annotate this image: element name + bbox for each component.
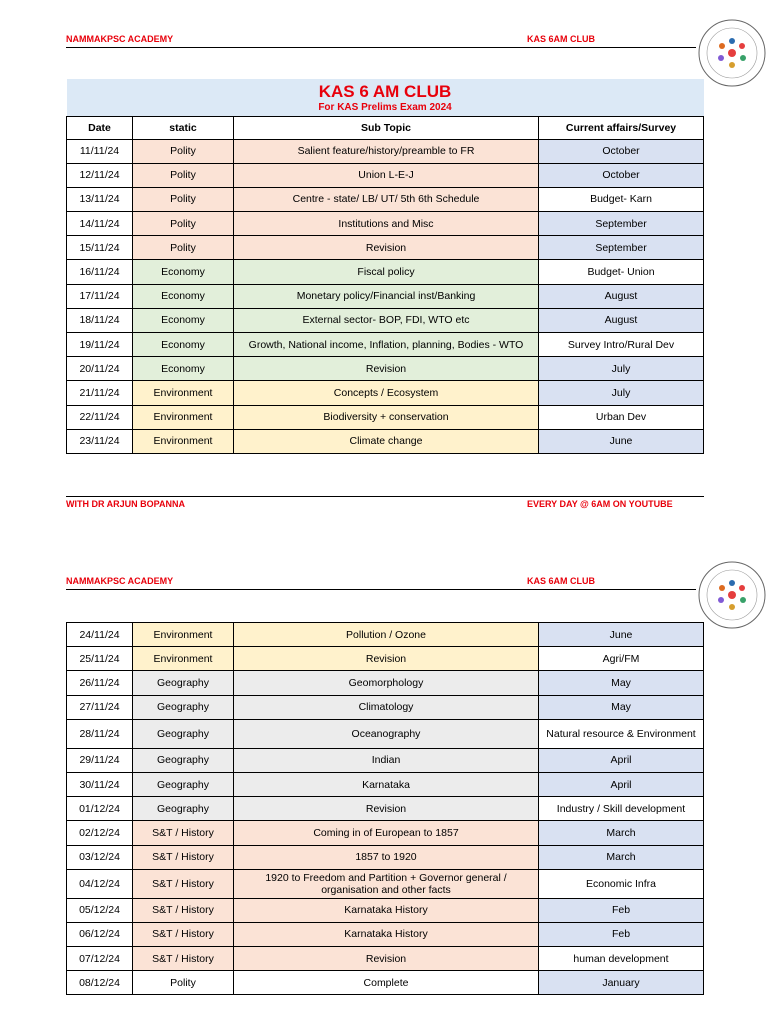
table-row bbox=[67, 748, 704, 772]
column-header-current-affairs: Current affairs/Survey bbox=[539, 116, 704, 139]
sub-topic-cell: Revision bbox=[234, 647, 539, 671]
sub-topic-cell: Salient feature/history/preamble to FR bbox=[234, 139, 539, 163]
current-affairs-cell: October bbox=[539, 139, 704, 163]
current-affairs-cell: Natural resource & Environment bbox=[539, 719, 704, 748]
date-cell: 12/11/24 bbox=[67, 163, 133, 187]
current-affairs-cell: May bbox=[539, 671, 704, 695]
date-cell: 13/11/24 bbox=[67, 187, 133, 211]
date-cell: 18/11/24 bbox=[67, 308, 133, 332]
sub-topic-cell: Complete bbox=[234, 971, 539, 995]
date-cell: 03/12/24 bbox=[67, 845, 133, 869]
table-row bbox=[67, 695, 704, 719]
date-cell: 11/11/24 bbox=[67, 139, 133, 163]
date-cell: 04/12/24 bbox=[67, 869, 133, 898]
date-cell: 23/11/24 bbox=[67, 429, 133, 453]
table-row bbox=[67, 357, 704, 381]
date-cell: 28/11/24 bbox=[67, 719, 133, 748]
sub-topic-cell: 1920 to Freedom and Partition + Governor general / organisation and other facts bbox=[234, 869, 539, 898]
table-row bbox=[67, 623, 704, 647]
sub-topic-cell: Geomorphology bbox=[234, 671, 539, 695]
footer-presenter: WITH DR ARJUN BOPANNA bbox=[66, 499, 185, 509]
sub-topic-cell: Coming in of European to 1857 bbox=[234, 821, 539, 845]
static-subject-cell: Polity bbox=[133, 236, 234, 260]
static-subject-cell: Geography bbox=[133, 772, 234, 796]
current-affairs-cell: Urban Dev bbox=[539, 405, 704, 429]
static-subject-cell: Geography bbox=[133, 748, 234, 772]
date-cell: 05/12/24 bbox=[67, 898, 133, 922]
table-row bbox=[67, 260, 704, 284]
date-cell: 26/11/24 bbox=[67, 671, 133, 695]
table-row bbox=[67, 821, 704, 845]
sub-topic-cell: Growth, National income, Inflation, planning, Bodies - WTO bbox=[234, 333, 539, 357]
static-subject-cell: Environment bbox=[133, 623, 234, 647]
date-cell: 17/11/24 bbox=[67, 284, 133, 308]
sub-topic-cell: Climate change bbox=[234, 429, 539, 453]
static-subject-cell: Environment bbox=[133, 405, 234, 429]
table-row bbox=[67, 922, 704, 946]
sub-topic-cell: Biodiversity + conservation bbox=[234, 405, 539, 429]
current-affairs-cell: Survey Intro/Rural Dev bbox=[539, 333, 704, 357]
sub-topic-cell: Karnataka History bbox=[234, 922, 539, 946]
date-cell: 08/12/24 bbox=[67, 971, 133, 995]
table-row bbox=[67, 308, 704, 332]
static-subject-cell: Economy bbox=[133, 308, 234, 332]
table-row bbox=[67, 236, 704, 260]
current-affairs-cell: January bbox=[539, 971, 704, 995]
current-affairs-cell: October bbox=[539, 163, 704, 187]
header-club-name: KAS 6AM CLUB bbox=[527, 576, 596, 586]
date-cell: 14/11/24 bbox=[67, 212, 133, 236]
date-cell: 24/11/24 bbox=[67, 623, 133, 647]
current-affairs-cell: March bbox=[539, 845, 704, 869]
current-affairs-cell: Economic Infra bbox=[539, 869, 704, 898]
current-affairs-cell: June bbox=[539, 429, 704, 453]
date-cell: 15/11/24 bbox=[67, 236, 133, 260]
current-affairs-cell: Agri/FM bbox=[539, 647, 704, 671]
table-banner bbox=[67, 79, 704, 116]
current-affairs-cell: September bbox=[539, 212, 704, 236]
current-affairs-cell: Budget- Karn bbox=[539, 187, 704, 211]
sub-topic-cell: Union L-E-J bbox=[234, 163, 539, 187]
current-affairs-cell: May bbox=[539, 695, 704, 719]
static-subject-cell: Economy bbox=[133, 260, 234, 284]
sub-topic-cell: Oceanography bbox=[234, 719, 539, 748]
academy-logo bbox=[697, 560, 767, 630]
sub-topic-cell: Revision bbox=[234, 357, 539, 381]
sub-topic-cell: Monetary policy/Financial inst/Banking bbox=[234, 284, 539, 308]
static-subject-cell: Environment bbox=[133, 429, 234, 453]
table-row bbox=[67, 671, 704, 695]
date-cell: 25/11/24 bbox=[67, 647, 133, 671]
table-row bbox=[67, 719, 704, 748]
current-affairs-cell: July bbox=[539, 357, 704, 381]
column-header-date: Date bbox=[67, 116, 133, 139]
table-row bbox=[67, 187, 704, 211]
footer-rule bbox=[66, 496, 704, 497]
column-header-sub-topic: Sub Topic bbox=[234, 116, 539, 139]
table-row bbox=[67, 898, 704, 922]
sub-topic-cell: Revision bbox=[234, 797, 539, 821]
static-subject-cell: S&T / History bbox=[133, 869, 234, 898]
date-cell: 30/11/24 bbox=[67, 772, 133, 796]
sub-topic-cell: Revision bbox=[234, 947, 539, 971]
sub-topic-cell: Karnataka History bbox=[234, 898, 539, 922]
header-academy-name: NAMMAKPSC ACADEMY bbox=[66, 576, 174, 586]
table-row bbox=[67, 647, 704, 671]
sub-topic-cell: Revision bbox=[234, 236, 539, 260]
footer-schedule: EVERY DAY @ 6AM ON YOUTUBE bbox=[527, 499, 673, 509]
table-row bbox=[67, 947, 704, 971]
date-cell: 06/12/24 bbox=[67, 922, 133, 946]
static-subject-cell: Environment bbox=[133, 381, 234, 405]
table-row bbox=[67, 869, 704, 898]
sub-topic-cell: Pollution / Ozone bbox=[234, 623, 539, 647]
static-subject-cell: Polity bbox=[133, 163, 234, 187]
date-cell: 20/11/24 bbox=[67, 357, 133, 381]
static-subject-cell: Polity bbox=[133, 212, 234, 236]
table-row bbox=[67, 139, 704, 163]
sub-topic-cell: Institutions and Misc bbox=[234, 212, 539, 236]
date-cell: 29/11/24 bbox=[67, 748, 133, 772]
header-rule bbox=[66, 47, 696, 48]
table-row bbox=[67, 845, 704, 869]
current-affairs-cell: July bbox=[539, 381, 704, 405]
current-affairs-cell: Feb bbox=[539, 898, 704, 922]
table-row bbox=[67, 772, 704, 796]
static-subject-cell: Polity bbox=[133, 187, 234, 211]
current-affairs-cell: human development bbox=[539, 947, 704, 971]
static-subject-cell: Geography bbox=[133, 719, 234, 748]
static-subject-cell: Environment bbox=[133, 647, 234, 671]
table-row bbox=[67, 284, 704, 308]
date-cell: 01/12/24 bbox=[67, 797, 133, 821]
table-row bbox=[67, 333, 704, 357]
table-row bbox=[67, 429, 704, 453]
sub-topic-cell: Concepts / Ecosystem bbox=[234, 381, 539, 405]
static-subject-cell: Geography bbox=[133, 671, 234, 695]
table-subtitle: For KAS Prelims Exam 2024 bbox=[318, 102, 452, 114]
date-cell: 02/12/24 bbox=[67, 821, 133, 845]
header-club-name: KAS 6AM CLUB bbox=[527, 34, 596, 44]
current-affairs-cell: August bbox=[539, 308, 704, 332]
static-subject-cell: S&T / History bbox=[133, 898, 234, 922]
date-cell: 22/11/24 bbox=[67, 405, 133, 429]
sub-topic-cell: Climatology bbox=[234, 695, 539, 719]
current-affairs-cell: March bbox=[539, 821, 704, 845]
header-academy-name: NAMMAKPSC ACADEMY bbox=[66, 34, 174, 44]
table-row bbox=[67, 405, 704, 429]
date-cell: 27/11/24 bbox=[67, 695, 133, 719]
date-cell: 21/11/24 bbox=[67, 381, 133, 405]
static-subject-cell: Economy bbox=[133, 357, 234, 381]
current-affairs-cell: Industry / Skill development bbox=[539, 797, 704, 821]
sub-topic-cell: Fiscal policy bbox=[234, 260, 539, 284]
academy-logo bbox=[697, 18, 767, 88]
static-subject-cell: S&T / History bbox=[133, 947, 234, 971]
table-row bbox=[67, 797, 704, 821]
current-affairs-cell: August bbox=[539, 284, 704, 308]
header-rule bbox=[66, 589, 696, 590]
schedule-table-page2 bbox=[66, 622, 704, 995]
static-subject-cell: S&T / History bbox=[133, 922, 234, 946]
date-cell: 16/11/24 bbox=[67, 260, 133, 284]
date-cell: 07/12/24 bbox=[67, 947, 133, 971]
current-affairs-cell: Budget- Union bbox=[539, 260, 704, 284]
table-title: KAS 6 AM CLUB bbox=[318, 82, 452, 102]
table-row bbox=[67, 971, 704, 995]
current-affairs-cell: June bbox=[539, 623, 704, 647]
static-subject-cell: S&T / History bbox=[133, 845, 234, 869]
sub-topic-cell: 1857 to 1920 bbox=[234, 845, 539, 869]
current-affairs-cell: September bbox=[539, 236, 704, 260]
current-affairs-cell: April bbox=[539, 772, 704, 796]
static-subject-cell: S&T / History bbox=[133, 821, 234, 845]
static-subject-cell: Polity bbox=[133, 139, 234, 163]
date-cell: 19/11/24 bbox=[67, 333, 133, 357]
table-header-row bbox=[67, 116, 704, 139]
static-subject-cell: Economy bbox=[133, 333, 234, 357]
table-row bbox=[67, 163, 704, 187]
static-subject-cell: Geography bbox=[133, 695, 234, 719]
sub-topic-cell: External sector- BOP, FDI, WTO etc bbox=[234, 308, 539, 332]
sub-topic-cell: Centre - state/ LB/ UT/ 5th 6th Schedule bbox=[234, 187, 539, 211]
static-subject-cell: Economy bbox=[133, 284, 234, 308]
table-row bbox=[67, 381, 704, 405]
current-affairs-cell: Feb bbox=[539, 922, 704, 946]
column-header-static: static bbox=[133, 116, 234, 139]
static-subject-cell: Geography bbox=[133, 797, 234, 821]
schedule-table-page1 bbox=[66, 79, 704, 454]
table-row bbox=[67, 212, 704, 236]
sub-topic-cell: Karnataka bbox=[234, 772, 539, 796]
sub-topic-cell: Indian bbox=[234, 748, 539, 772]
static-subject-cell: Polity bbox=[133, 971, 234, 995]
current-affairs-cell: April bbox=[539, 748, 704, 772]
